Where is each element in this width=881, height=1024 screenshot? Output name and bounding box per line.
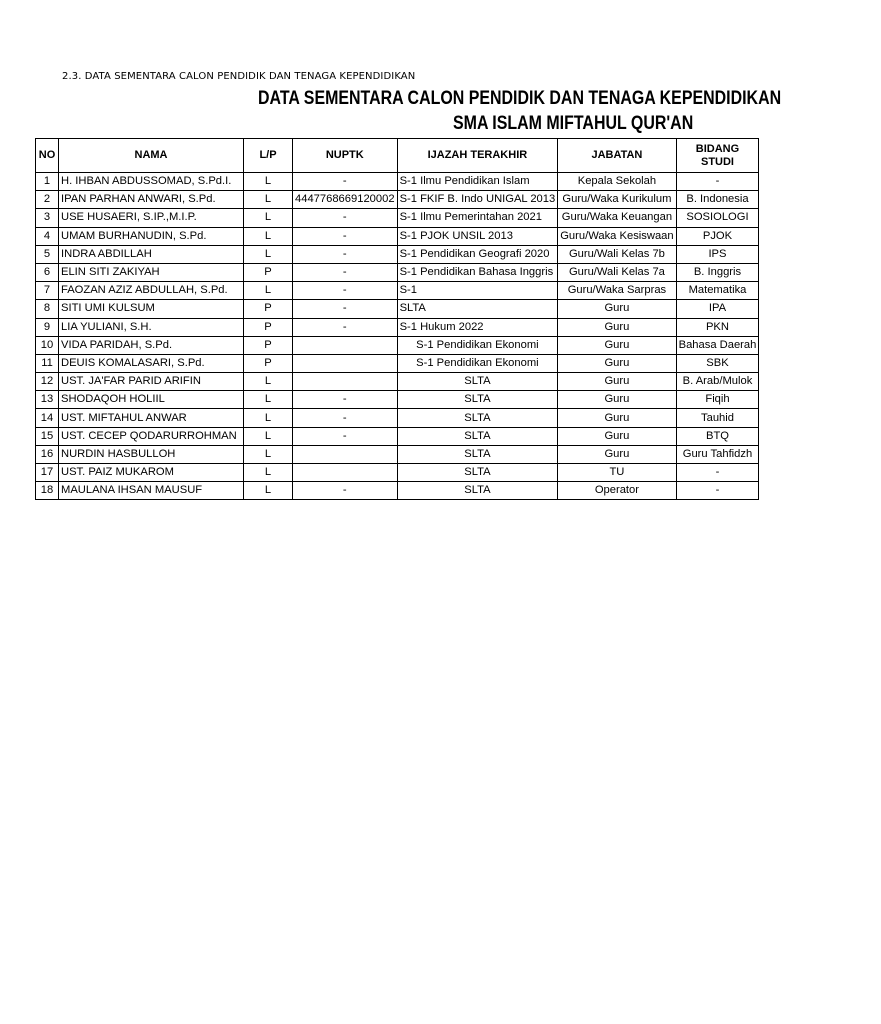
table-header-row	[36, 139, 759, 173]
table-row	[36, 209, 759, 227]
cell-lp: L	[244, 209, 293, 227]
cell-lp: L	[244, 464, 293, 482]
cell-nuptk	[293, 354, 398, 372]
cell-nuptk: -	[293, 263, 398, 281]
cell-jabatan: Kepala Sekolah	[558, 173, 676, 191]
cell-no: 9	[36, 318, 59, 336]
cell-nama: ELIN SITI ZAKIYAH	[59, 263, 244, 281]
cell-bidang-studi: BTQ	[676, 427, 759, 445]
cell-nama: LIA YULIANI, S.H.	[59, 318, 244, 336]
cell-lp: L	[244, 445, 293, 463]
cell-lp: L	[244, 427, 293, 445]
header-ijazah: IJAZAH TERAKHIR	[397, 139, 558, 173]
cell-ijazah: S-1 Pendidikan Geografi 2020	[397, 245, 558, 263]
cell-ijazah: S-1 Pendidikan Bahasa Inggris	[397, 263, 558, 281]
cell-lp: L	[244, 282, 293, 300]
cell-nuptk: -	[293, 318, 398, 336]
cell-nama: USE HUSAERI, S.IP.,M.I.P.	[59, 209, 244, 227]
table-row	[36, 282, 759, 300]
cell-lp: L	[244, 173, 293, 191]
cell-nama: MAULANA IHSAN MAUSUF	[59, 482, 244, 500]
cell-ijazah: SLTA	[397, 427, 558, 445]
cell-no: 2	[36, 191, 59, 209]
table-row	[36, 245, 759, 263]
header-no: NO	[36, 139, 59, 173]
cell-nuptk: -	[293, 245, 398, 263]
cell-bidang-studi: B. Inggris	[676, 263, 759, 281]
cell-jabatan: Guru	[558, 409, 676, 427]
cell-no: 10	[36, 336, 59, 354]
cell-nuptk: -	[293, 173, 398, 191]
cell-jabatan: Guru	[558, 391, 676, 409]
table-row	[36, 427, 759, 445]
cell-lp: P	[244, 354, 293, 372]
cell-no: 17	[36, 464, 59, 482]
cell-jabatan: Guru	[558, 373, 676, 391]
table-row	[36, 373, 759, 391]
cell-no: 8	[36, 300, 59, 318]
cell-nama: UST. PAIZ MUKAROM	[59, 464, 244, 482]
cell-ijazah: SLTA	[397, 373, 558, 391]
cell-lp: L	[244, 227, 293, 245]
cell-lp: P	[244, 318, 293, 336]
cell-lp: L	[244, 373, 293, 391]
cell-jabatan: Guru/Waka Kesiswaan	[558, 227, 676, 245]
cell-ijazah: SLTA	[397, 391, 558, 409]
cell-jabatan: Guru	[558, 300, 676, 318]
cell-nama: NURDIN HASBULLOH	[59, 445, 244, 463]
cell-bidang-studi: -	[676, 464, 759, 482]
cell-lp: L	[244, 391, 293, 409]
cell-ijazah: S-1 Ilmu Pendidikan Islam	[397, 173, 558, 191]
header-lp: L/P	[244, 139, 293, 173]
cell-nama: INDRA ABDILLAH	[59, 245, 244, 263]
cell-jabatan: Guru	[558, 427, 676, 445]
cell-ijazah: S-1 Ilmu Pemerintahan 2021	[397, 209, 558, 227]
cell-jabatan: Guru	[558, 354, 676, 372]
header-nuptk: NUPTK	[293, 139, 398, 173]
cell-no: 15	[36, 427, 59, 445]
cell-ijazah: S-1 Pendidikan Ekonomi	[397, 336, 558, 354]
cell-nuptk: -	[293, 300, 398, 318]
cell-nama: UST. CECEP QODARURROHMAN	[59, 427, 244, 445]
table-row	[36, 354, 759, 372]
cell-no: 13	[36, 391, 59, 409]
cell-nama: H. IHBAN ABDUSSOMAD, S.Pd.I.	[59, 173, 244, 191]
cell-ijazah: S-1	[397, 282, 558, 300]
cell-nuptk	[293, 336, 398, 354]
document-title-text: DATA SEMENTARA CALON PENDIDIK DAN TENAGA KEPENDIDIKAN	[258, 88, 782, 109]
table-row	[36, 336, 759, 354]
cell-lp: L	[244, 409, 293, 427]
table-row	[36, 482, 759, 500]
cell-nuptk: -	[293, 427, 398, 445]
cell-bidang-studi: -	[676, 173, 759, 191]
cell-ijazah: S-1 Hukum 2022	[397, 318, 558, 336]
cell-bidang-studi: Matematika	[676, 282, 759, 300]
staff-table	[35, 138, 759, 500]
cell-nuptk	[293, 373, 398, 391]
cell-jabatan: Guru/Wali Kelas 7b	[558, 245, 676, 263]
cell-jabatan: Guru	[558, 336, 676, 354]
cell-nuptk: -	[293, 282, 398, 300]
cell-ijazah: S-1 FKIF B. Indo UNIGAL 2013	[397, 191, 558, 209]
cell-ijazah: S-1 Pendidikan Ekonomi	[397, 354, 558, 372]
cell-ijazah: S-1 PJOK UNSIL 2013	[397, 227, 558, 245]
cell-bidang-studi: B. Indonesia	[676, 191, 759, 209]
cell-lp: L	[244, 482, 293, 500]
cell-bidang-studi: Fiqih	[676, 391, 759, 409]
cell-no: 16	[36, 445, 59, 463]
cell-nama: VIDA PARIDAH, S.Pd.	[59, 336, 244, 354]
cell-no: 11	[36, 354, 59, 372]
cell-nama: FAOZAN AZIZ ABDULLAH, S.Pd.	[59, 282, 244, 300]
header-jabatan: JABATAN	[558, 139, 676, 173]
cell-nuptk	[293, 445, 398, 463]
cell-bidang-studi: PJOK	[676, 227, 759, 245]
cell-jabatan: Guru	[558, 318, 676, 336]
table-row	[36, 300, 759, 318]
table-row	[36, 445, 759, 463]
cell-lp: L	[244, 191, 293, 209]
table-body	[36, 173, 759, 500]
cell-jabatan: Guru/Wali Kelas 7a	[558, 263, 676, 281]
cell-ijazah: SLTA	[397, 445, 558, 463]
cell-jabatan: Guru	[558, 445, 676, 463]
cell-lp: P	[244, 263, 293, 281]
cell-no: 14	[36, 409, 59, 427]
table-row	[36, 409, 759, 427]
cell-bidang-studi: Bahasa Daerah	[676, 336, 759, 354]
cell-no: 7	[36, 282, 59, 300]
cell-ijazah: SLTA	[397, 409, 558, 427]
cell-no: 6	[36, 263, 59, 281]
cell-lp: L	[244, 245, 293, 263]
header-nama: NAMA	[59, 139, 244, 173]
cell-jabatan: Guru/Waka Sarpras	[558, 282, 676, 300]
cell-nuptk: -	[293, 482, 398, 500]
cell-bidang-studi: SBK	[676, 354, 759, 372]
cell-ijazah: SLTA	[397, 482, 558, 500]
section-title: 2.3. DATA SEMENTARA CALON PENDIDIK DAN TENAGA KEPENDIDIKAN	[62, 71, 416, 82]
cell-no: 5	[36, 245, 59, 263]
table-row	[36, 391, 759, 409]
cell-no: 1	[36, 173, 59, 191]
cell-no: 4	[36, 227, 59, 245]
cell-bidang-studi: Guru Tahfidzh	[676, 445, 759, 463]
cell-jabatan: Guru/Waka Keuangan	[558, 209, 676, 227]
cell-nama: UMAM BURHANUDIN, S.Pd.	[59, 227, 244, 245]
cell-bidang-studi: B. Arab/Mulok	[676, 373, 759, 391]
cell-no: 18	[36, 482, 59, 500]
cell-lp: P	[244, 336, 293, 354]
table-row	[36, 263, 759, 281]
cell-nuptk: -	[293, 409, 398, 427]
header-bidang-studi: BIDANG STUDI	[676, 139, 759, 173]
table-row	[36, 173, 759, 191]
cell-nama: SHODAQOH HOLIIL	[59, 391, 244, 409]
cell-nuptk	[293, 464, 398, 482]
school-name: SMA ISLAM MIFTAHUL QUR'AN	[453, 113, 694, 134]
cell-ijazah: SLTA	[397, 464, 558, 482]
cell-nama: SITI UMI KULSUM	[59, 300, 244, 318]
table-row	[36, 464, 759, 482]
cell-jabatan: Operator	[558, 482, 676, 500]
cell-no: 3	[36, 209, 59, 227]
table-row	[36, 227, 759, 245]
cell-nama: UST. MIFTAHUL ANWAR	[59, 409, 244, 427]
cell-bidang-studi: PKN	[676, 318, 759, 336]
cell-nuptk: -	[293, 209, 398, 227]
table-row	[36, 191, 759, 209]
document-title	[258, 88, 782, 114]
cell-nama: IPAN PARHAN ANWARI, S.Pd.	[59, 191, 244, 209]
cell-nama: UST. JA'FAR PARID ARIFIN	[59, 373, 244, 391]
cell-bidang-studi: -	[676, 482, 759, 500]
cell-no: 12	[36, 373, 59, 391]
cell-bidang-studi: IPS	[676, 245, 759, 263]
table-row	[36, 318, 759, 336]
cell-nuptk: -	[293, 227, 398, 245]
cell-lp: P	[244, 300, 293, 318]
cell-ijazah: SLTA	[397, 300, 558, 318]
cell-nuptk: -	[293, 391, 398, 409]
cell-bidang-studi: Tauhid	[676, 409, 759, 427]
cell-nuptk: 4447768669120002	[293, 191, 398, 209]
cell-jabatan: TU	[558, 464, 676, 482]
cell-bidang-studi: IPA	[676, 300, 759, 318]
cell-bidang-studi: SOSIOLOGI	[676, 209, 759, 227]
cell-nama: DEUIS KOMALASARI, S.Pd.	[59, 354, 244, 372]
cell-jabatan: Guru/Waka Kurikulum	[558, 191, 676, 209]
